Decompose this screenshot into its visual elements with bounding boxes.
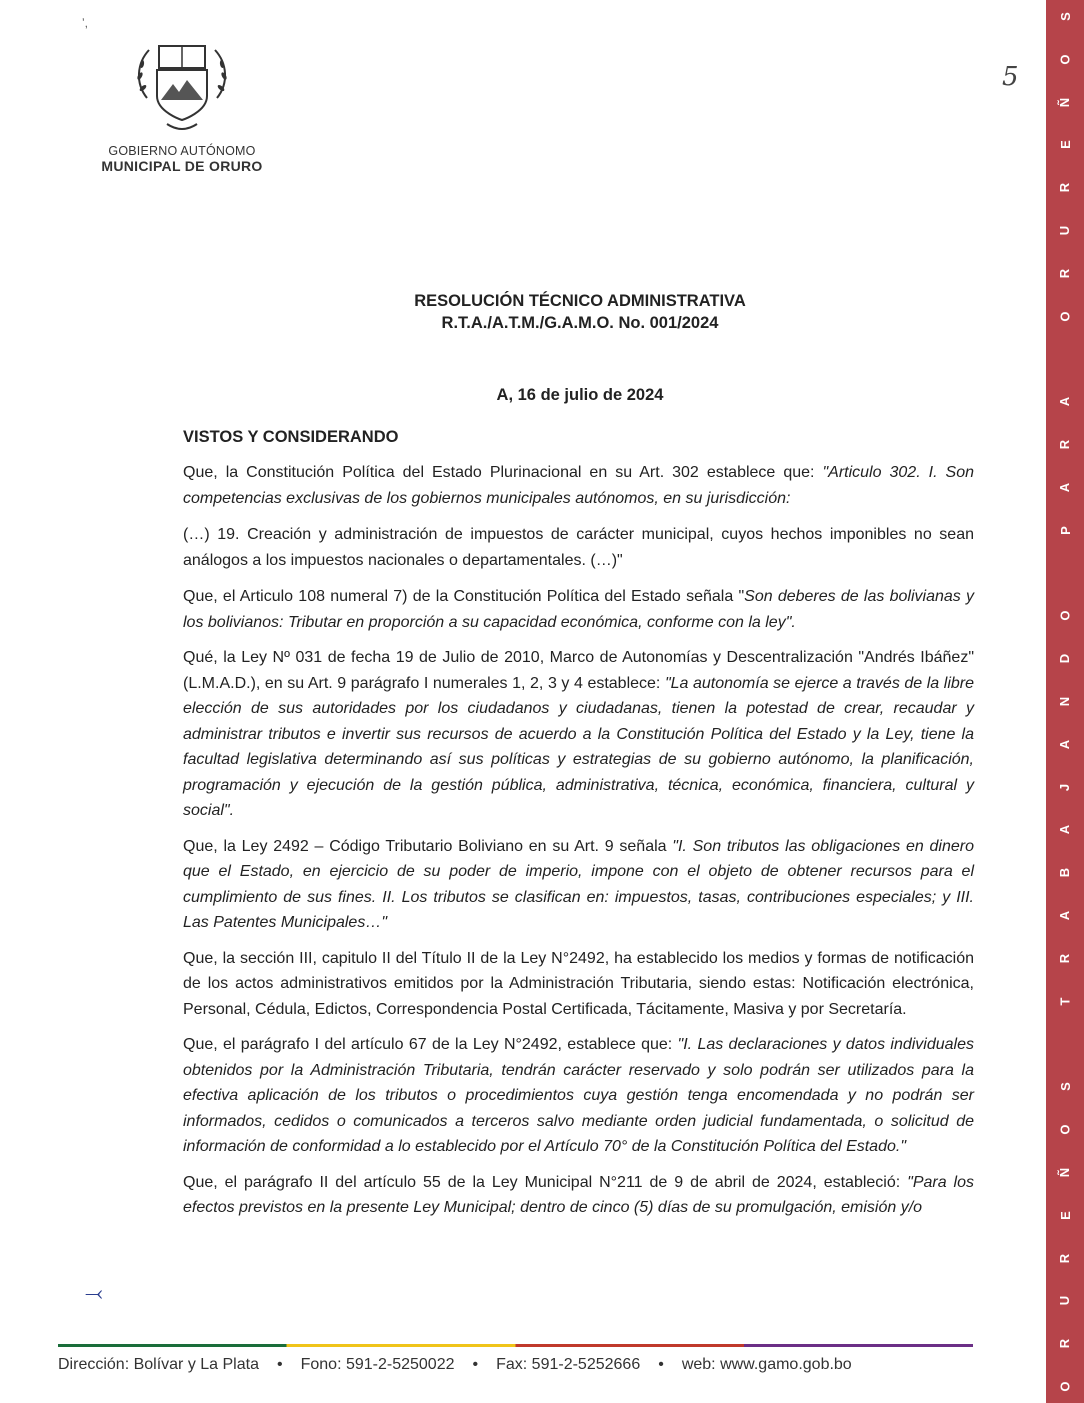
title-line1: RESOLUCIÓN TÉCNICO ADMINISTRATIVA: [414, 292, 746, 310]
document-date: A, 16 de julio de 2024: [496, 386, 664, 404]
side-slogan-char: A: [1057, 397, 1073, 407]
side-slogan-char: N: [1057, 696, 1073, 707]
side-slogan-char: B: [1057, 868, 1073, 878]
paragraph-3-intro: Que, el Articulo 108 numeral 7) de la Constitución Política del Estado señala ": [183, 588, 745, 605]
paragraph-4-intro: Qué, la Ley Nº 031 de fecha 19 de Julio de 2010, Marco de Autonomías y Descentralización "Andrés Ibáñez" (L.M.A.D.), en su Art. 9 parágrafo I numerales 1, 2, 3 y 4 establece:: [183, 649, 974, 692]
side-slogan-char: J: [1057, 783, 1073, 791]
side-slogan-char: Ñ: [1057, 1167, 1073, 1178]
side-slogan-char: [1059, 571, 1072, 575]
footer-separator: •: [472, 1356, 479, 1373]
side-slogan-char: Ñ: [1057, 97, 1073, 107]
paragraph-2: (…) 19. Creación y administración de impuestos de carácter municipal, cuyos hechos imponibles no sean análogos a los impuestos nacionales o departamentales. (…)": [183, 526, 974, 569]
paragraph-3-quote: Son deberes de las bolivianas y los bolivianos: Tributar en proporción a su capacidad económica, conforme con la ley".: [183, 588, 975, 631]
side-slogan-char: [1059, 357, 1072, 361]
paragraph-7-intro: Que, el parágrafo I del artículo 67 de la Ley N°2492, establece que:: [183, 1036, 678, 1053]
header-logo-block: [92, 38, 272, 174]
paragraph-1: [183, 460, 974, 512]
scan-mark: ʼ,: [82, 16, 88, 30]
side-slogan-char: R: [1057, 1253, 1073, 1263]
paragraph-7: [183, 1032, 974, 1160]
footer-web-link[interactable]: web: www.gamo.gob.bo: [681, 1356, 852, 1373]
side-slogan-char: T: [1057, 997, 1073, 1006]
document-title: [180, 290, 980, 334]
paragraph-5-intro: Que, la Ley 2492 – Código Tributario Boliviano en su Art. 9 señala: [183, 837, 673, 855]
paragraph-4-quote: "La autonomía se ejerce a través de la libre elección de sus autoridades por los ciudadanos y ciudadanas, tienen la potestad de crear, recaudar y administrar tributos e invertir sus recursos de acuerdo a la Constitución Política del Estado y la Ley, tiene la facultad legislativa determinando así sus políticas y estrategias de su gobierno autónomo, la planificación, programación y ejecución de la gestión pública, administrativa, técnica, económica, financiera, cultural y social".: [183, 674, 975, 819]
footer-address: Dirección: Bolívar y La Plata: [58, 1356, 259, 1373]
side-slogan-char: O: [1057, 1381, 1073, 1392]
side-slogan-char: E: [1057, 1210, 1073, 1220]
side-slogan-char: S: [1057, 1082, 1073, 1092]
footer-phone: Fono: 591-2-5250022: [300, 1356, 455, 1373]
side-slogan-char: O: [1057, 610, 1073, 621]
side-slogan-char: S: [1057, 12, 1073, 21]
paragraph-7-quote: "I. Las declaraciones y datos individuales obtenidos por la Administración Tributaria, tendrán carácter reservado y solo podrán ser utilizados para la efectiva aplicación de los tributos o procedimientos cuya gestión tenga encomendada y no podrán ser informados, cedidos o comunicados a terceros salvo mediante orden judicial fundamentada, o solicitud de información de conformidad a lo establecido por el Artículo 70° de la Constitución Política del Estado.": [183, 1036, 974, 1155]
side-slogan-char: R: [1057, 953, 1073, 964]
side-slogan-char: O: [1057, 54, 1073, 65]
paragraph-1-quote: "Articulo 302. I. Son competencias exclusivas de los gobiernos municipales autónomos, en su jurisdicción:: [183, 464, 974, 507]
footer-separator: •: [276, 1356, 283, 1373]
page-number: 5: [1002, 62, 1019, 92]
paragraph-4: [183, 645, 974, 824]
side-slogan-char: R: [1057, 183, 1073, 193]
footer-color-rule: [58, 1344, 973, 1347]
side-slogan-char: A: [1057, 910, 1073, 921]
side-slogan-band: [1046, 0, 1084, 1403]
side-slogan-char: [1059, 1042, 1072, 1046]
side-slogan-text: [1046, 0, 1084, 1403]
section-heading: VISTOS Y CONSIDERANDO: [183, 428, 399, 446]
side-slogan-char: R: [1057, 1338, 1073, 1349]
side-slogan-char: A: [1057, 482, 1073, 493]
side-slogan-char: A: [1057, 825, 1073, 835]
paragraph-1-intro: Que, la Constitución Política del Estado Plurinacional en su Art. 302 establece que:: [183, 464, 823, 481]
coat-of-arms-icon: [127, 38, 237, 138]
side-slogan-char: U: [1057, 225, 1073, 236]
paragraph-3: [183, 584, 974, 635]
document-body: [183, 460, 974, 1231]
side-slogan-char: D: [1057, 653, 1073, 664]
footer-separator: •: [658, 1356, 664, 1373]
paragraph-5: [183, 834, 974, 936]
side-slogan-char: O: [1057, 311, 1073, 322]
paragraph-5-quote: "I. Son tributos las obligaciones en dinero que el Estado, en ejercicio de su poder de imperio, impone con el objeto de obtener recursos para el cumplimiento de sus fines. II. Los tributos se clasifican en: impuestos, tasas, contribuciones especiales; y III. Las Patentes Municipales…": [183, 837, 975, 931]
paragraph-6: Que, la sección III, capitulo II del Título II de la Ley N°2492, ha establecido los medios y formas de notificación de los actos administrativos emitidos por la Administración Tributaria, siendo estas: Notificación electrónica, Personal, Cédula, Edictos, Correspondencia Postal Certificada, Tácitamente, Masiva y por Secretaría.: [183, 949, 974, 1018]
side-slogan-char: O: [1057, 1124, 1073, 1135]
side-slogan-char: U: [1057, 1296, 1073, 1306]
paragraph-8: [183, 1170, 974, 1221]
side-slogan-char: P: [1057, 525, 1073, 535]
handwritten-mark: ⤙: [85, 1280, 103, 1305]
side-slogan-char: E: [1057, 140, 1073, 150]
footer-fax: Fax: 591-2-5252666: [496, 1356, 641, 1373]
org-name-line2: MUNICIPAL DE ORURO: [101, 158, 263, 174]
side-slogan-char: R: [1057, 268, 1073, 279]
footer-contact: [58, 1356, 978, 1374]
org-name-line1: GOBIERNO AUTÓNOMO: [108, 144, 256, 158]
side-slogan-char: R: [1057, 439, 1073, 450]
paragraph-8-intro: Que, el parágrafo II del artículo 55 de la Ley Municipal N°211 de 9 de abril de 2024, estableció:: [183, 1173, 908, 1191]
title-line2: R.T.A./A.T.M./G.A.M.O. No. 001/2024: [441, 314, 719, 332]
paragraph-8-quote: "Para los efectos previstos en la presente Ley Municipal; dentro de cinco (5) días de su promulgación, emisión y/o: [183, 1173, 975, 1216]
side-slogan-char: A: [1057, 739, 1073, 750]
